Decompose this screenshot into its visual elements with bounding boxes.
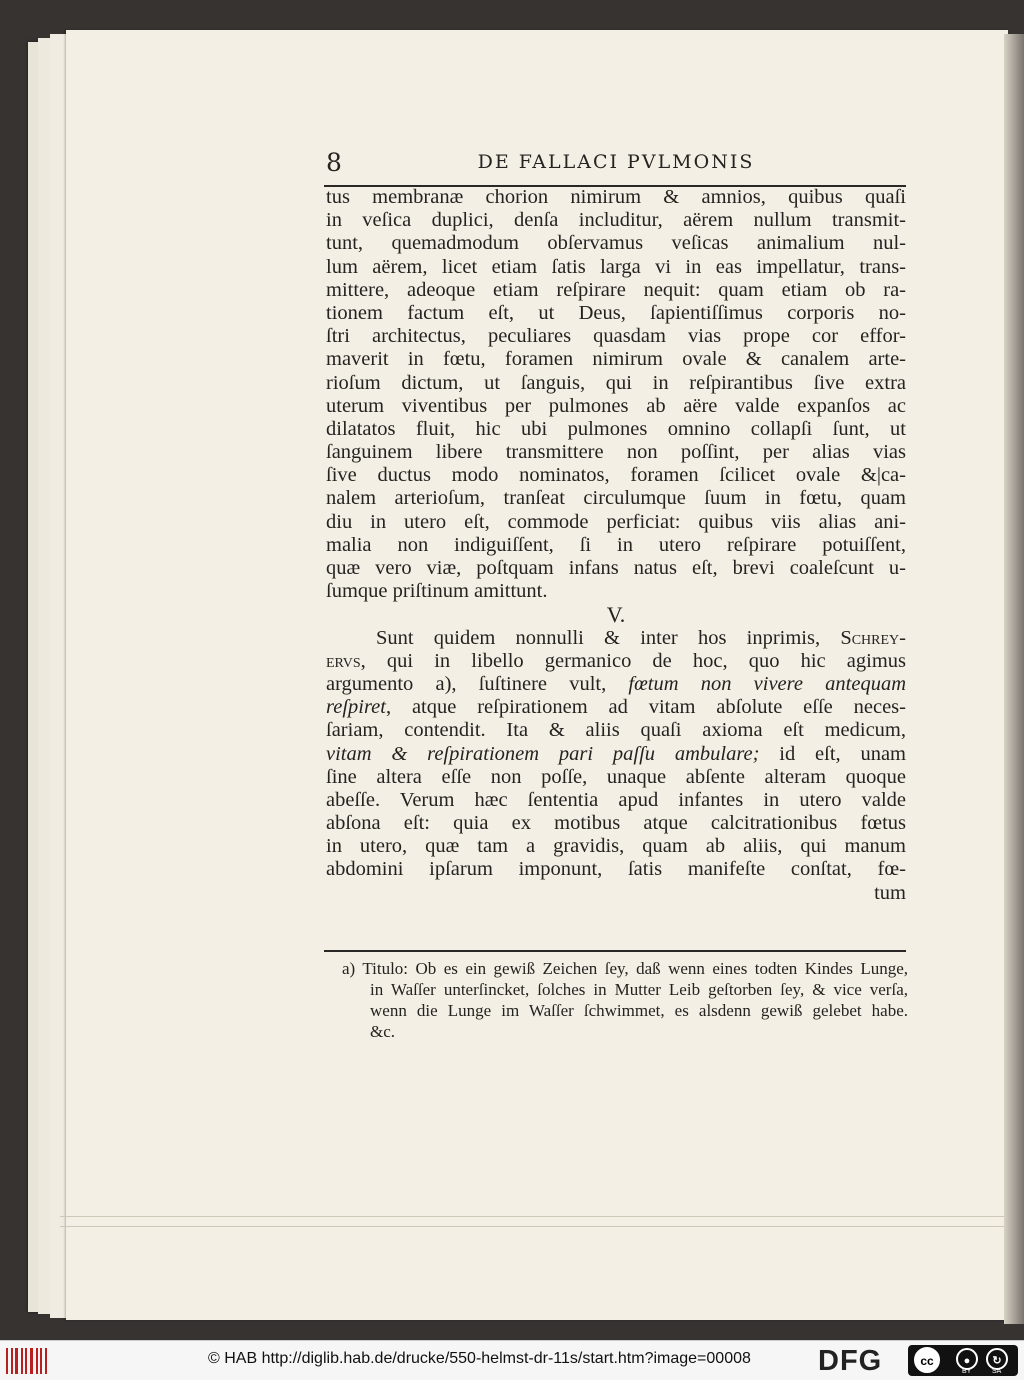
sa-label: SA (992, 1368, 1002, 1375)
text-line: abdomini ipſarum imponunt, ſatis manifeſte conſtat, fœ- (326, 858, 906, 881)
page-header (326, 148, 906, 176)
book-binding (1004, 34, 1024, 1324)
text-line: maverit in fœtu, foramen nimirum ovale & canalem arte- (326, 348, 906, 371)
footnote-line: a) Titulo: Ob es ein gewiß Zeichen ſey, daß wenn eines todten Kindes Lunge, (342, 959, 908, 978)
person-icon: ● (956, 1348, 978, 1370)
by-label: BY (962, 1368, 972, 1375)
text-run: , qui in libello germanico de hoc, quo hic agimus (360, 649, 906, 672)
text-line: ſive ductus modo nominatos, foramen ſcilicet ovale &|ca- (326, 464, 906, 487)
page-edge-line (60, 1216, 1010, 1217)
text-line: in veſica duplici, denſa includitur, aërem nullum transmit- (326, 209, 906, 232)
running-title: DE FALLACI PVLMONIS (477, 151, 755, 173)
text-line (326, 650, 906, 673)
catchword: tum (874, 881, 906, 904)
dfg-logo[interactable]: DFG (818, 1345, 883, 1377)
author-name: Schrey- (840, 626, 906, 649)
text-line: mittere, adeoque etiam reſpirare nequit: quam etiam ob ra- (326, 278, 906, 301)
viewer-footer (0, 1340, 1024, 1380)
page-number: 8 (326, 148, 342, 177)
text-line: ſumque priſtinum amittunt. (326, 580, 548, 603)
text-line: dilatatos fluit, hic ubi pulmones omnino collapſi ſunt, ut (326, 417, 906, 440)
cc-license-badge[interactable] (908, 1345, 1018, 1376)
cc-icon: cc (914, 1347, 940, 1373)
page-edge-line (60, 1226, 1010, 1227)
text-run: , atque reſpirationem ad vitam abſolute eſſe neces- (385, 696, 906, 719)
text-line: ſtri architectus, peculiares quasdam vias prope cor effor- (326, 325, 906, 348)
text-line: abſona eſt: quia ex motibus atque calcitrationibus fœtus (326, 812, 906, 835)
text-line (326, 743, 906, 766)
section-heading: V. (606, 602, 626, 628)
text-line: ſanguinem libere transmittere non poſſint, per alias vias (326, 441, 906, 464)
copyright-link[interactable]: © HAB http://diglib.hab.de/drucke/550-helmst-dr-11s/start.htm?image=00008 (208, 1350, 751, 1367)
text-line: tus membranæ chorion nimirum & amnios, quibus quaſi (326, 186, 906, 208)
author-name: ervs (326, 649, 361, 672)
text-line: lum aërem, licet etiam ſatis larga vi in eas impellatur, trans- (326, 255, 906, 278)
text-line: tionem factum eſt, ut Deus, ſapientiſſimus corporis no- (326, 301, 906, 324)
main-text (326, 186, 906, 905)
italic-quote: fœtum non vivere antequam (628, 672, 907, 695)
barcode-icon (6, 1348, 48, 1374)
text-run: argumento a), ſuſtinere vult, (326, 672, 629, 695)
footnote (342, 958, 908, 1042)
text-line: quæ vero viæ, poſtquam infans natus eſt, brevi coaleſcunt u- (326, 557, 906, 579)
text-run: id eſt, unam (759, 742, 906, 765)
footnote-line: &c. (370, 1022, 396, 1041)
text-line: tunt, quemadmodum obſervamus veſicas animalium nul- (326, 232, 906, 255)
text-line: ſariam, contendit. Ita & aliis quaſi axioma eſt medicum, (326, 719, 906, 742)
text-line: ſine altera eſſe non poſſe, unaque abſente alteram quoque (326, 765, 906, 788)
text-line: rioſum dictum, ut ſanguis, qui in reſpirantibus ſive extra (326, 371, 906, 394)
text-line: abeſſe. Verum hæc ſententia apud infantes in utero valde (326, 788, 906, 811)
text-line: in utero, quæ tam a gravidis, quam ab aliis, qui manum (326, 835, 906, 858)
text-line (326, 696, 906, 719)
share-alike-icon: ↻ (986, 1348, 1008, 1370)
text-line: diu in utero eſt, commode perficiat: quibus viis alias ani- (326, 510, 906, 533)
text-line: uterum viventibus per pulmones ab aëre valde expanſos ac (326, 394, 906, 417)
footnote-line: in Waſſer unterſincket, ſolches in Mutter Leib geſtorben ſey, & vice verſa, (370, 980, 908, 999)
footnote-rule (324, 950, 906, 952)
text-line: malia non indiguiſſent, ſi in utero reſpirare potuiſſent, (326, 533, 906, 556)
text-line: nalem arterioſum, tranſeat circulumque ſuum in fœtu, quam (326, 487, 906, 510)
footnote-line: wenn die Lunge im Waſſer ſchwimmet, es alsdenn gewiß gelebet habe. (370, 1001, 908, 1020)
text-run: Sunt quidem nonnulli & inter hos inprimis, (376, 626, 841, 649)
text-line (326, 673, 906, 696)
italic-quote: vitam & reſpirationem pari paſſu ambulare; (326, 742, 760, 765)
text-line (326, 627, 906, 650)
italic-quote: reſpiret (326, 696, 386, 719)
